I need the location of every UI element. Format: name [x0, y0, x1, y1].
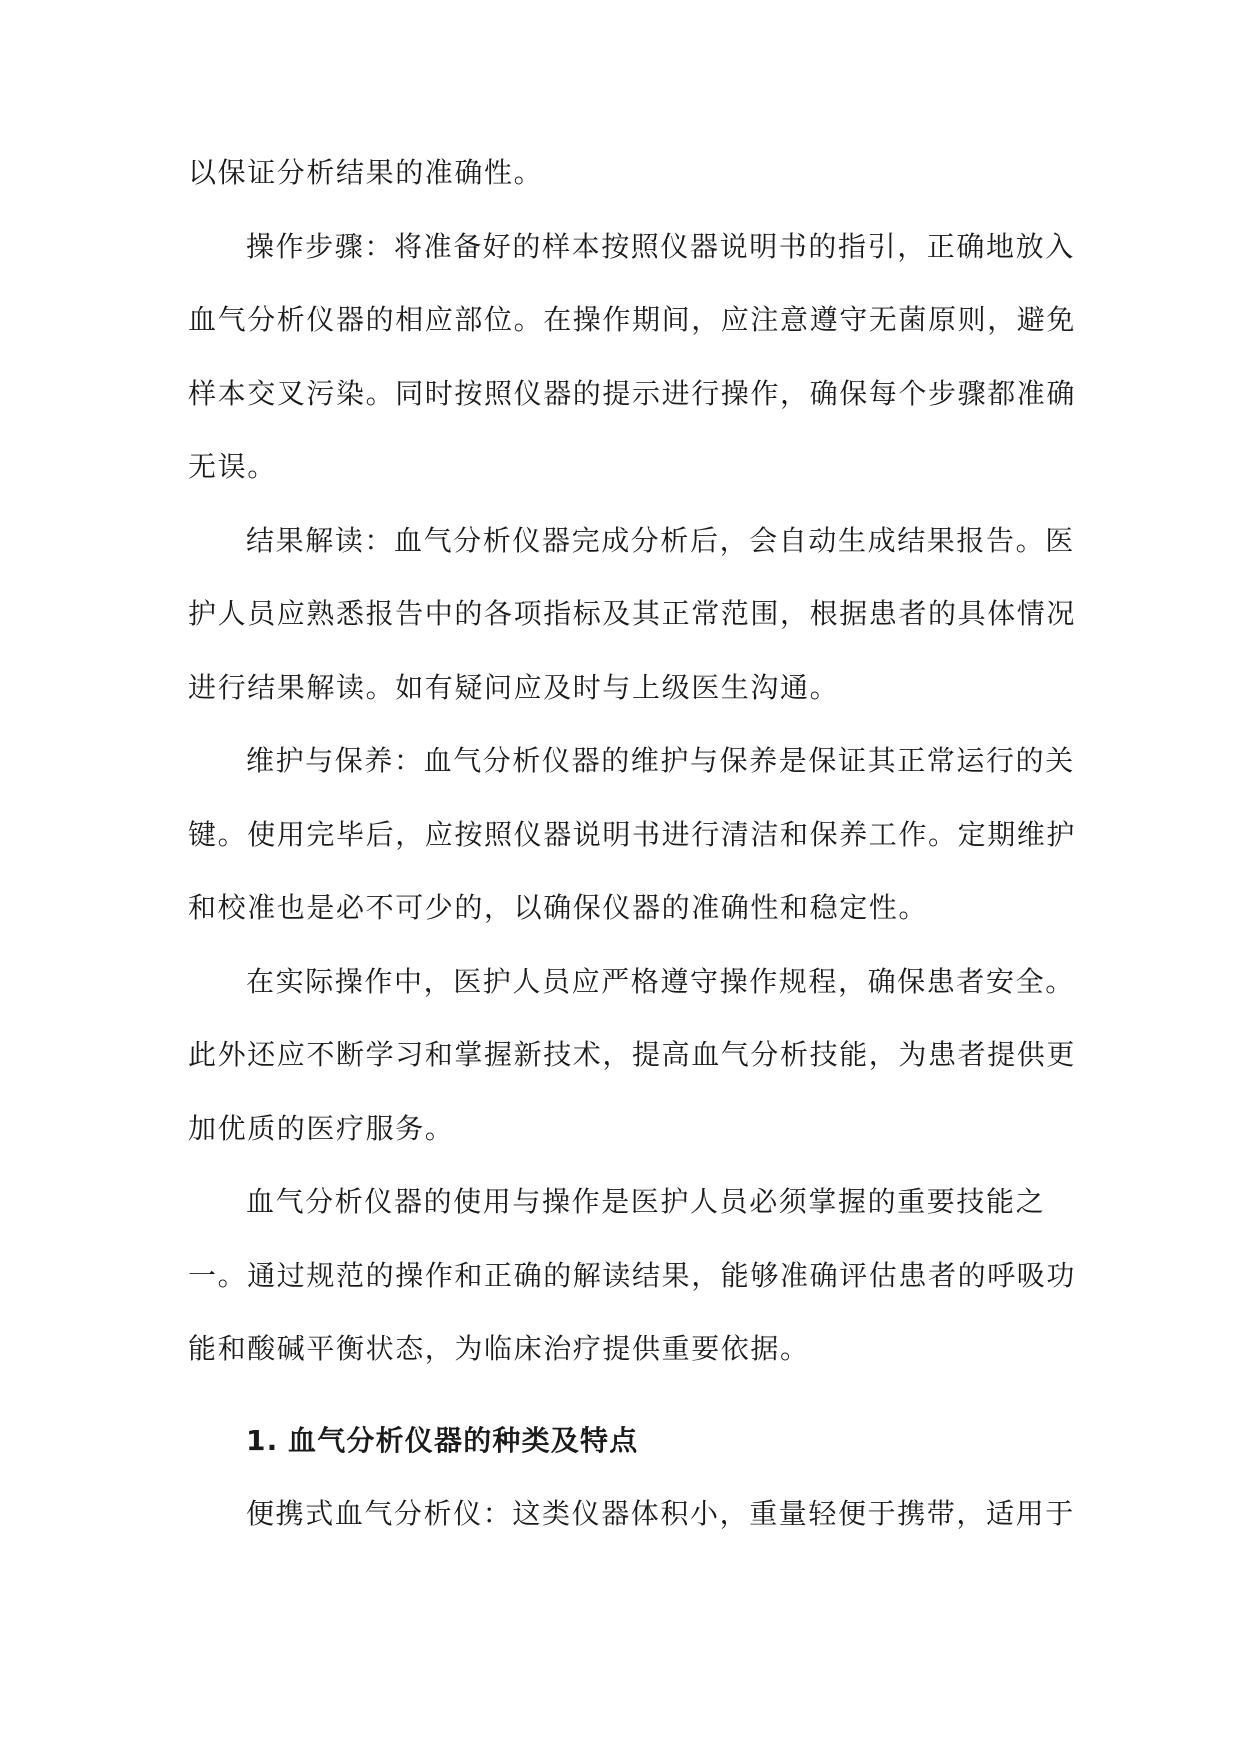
text-line: 进行结果解读。如有疑问应及时与上级医生沟通。	[188, 670, 840, 704]
text-line: 护人员应熟悉报告中的各项指标及其正常范围，根据患者的具体情况	[188, 597, 1077, 630]
text-line: 结果解读：血气分析仪器完成分析后，会自动生成结果报告。医	[246, 523, 1075, 557]
section-number: 1.	[246, 1423, 279, 1457]
text-line: 便携式血气分析仪：这类仪器体积小，重量轻便于携带，适用于	[246, 1497, 1075, 1530]
text-line: 操作步骤：将准备好的样本按照仪器说明书的指引，正确地放入	[246, 229, 1075, 263]
section-heading	[188, 1404, 1058, 1478]
text-line: 能和酸碱平衡状态，为临床治疗提供重要依据。	[188, 1332, 810, 1365]
section-title: 血气分析仪器的种类及特点	[288, 1423, 639, 1457]
text-line: 键。使用完毕后，应按照仪器说明书进行清洁和保养工作。定期维护	[188, 817, 1077, 851]
paragraph-result-interpretation	[188, 504, 1077, 725]
text-line: 加优质的医疗服务。	[188, 1111, 455, 1145]
text-line: 一。通过规范的操作和正确的解读结果，能够准确评估患者的呼吸功	[188, 1258, 1077, 1292]
text-line: 以保证分析结果的准确性。	[188, 156, 544, 189]
text-line: 血气分析仪器的相应部位。在操作期间，应注意遵守无菌原则，避免	[188, 303, 1077, 336]
paragraph-maintenance	[188, 724, 1077, 945]
paragraph-continuation	[188, 136, 1058, 210]
text-line: 样本交叉污染。同时按照仪器的提示进行操作，确保每个步骤都准确	[188, 376, 1077, 410]
document-body	[188, 136, 1077, 1551]
text-line: 维护与保养：血气分析仪器的维护与保养是保证其正常运行的关	[246, 744, 1075, 777]
text-line: 无误。	[188, 450, 277, 483]
paragraph-practice	[188, 945, 1077, 1166]
paragraph-operation-steps	[188, 210, 1077, 504]
paragraph-summary	[188, 1165, 1077, 1386]
paragraph-portable-analyzer	[188, 1477, 1075, 1551]
text-line: 此外还应不断学习和掌握新技术，提高血气分析技能，为患者提供更	[188, 1038, 1077, 1071]
text-line: 和校准也是必不可少的，以确保仪器的准确性和稳定性。	[188, 891, 929, 924]
text-line: 血气分析仪器的使用与操作是医护人员必须掌握的重要技能之	[246, 1185, 1046, 1218]
text-line: 在实际操作中，医护人员应严格遵守操作规程，确保患者安全。	[246, 964, 1075, 998]
